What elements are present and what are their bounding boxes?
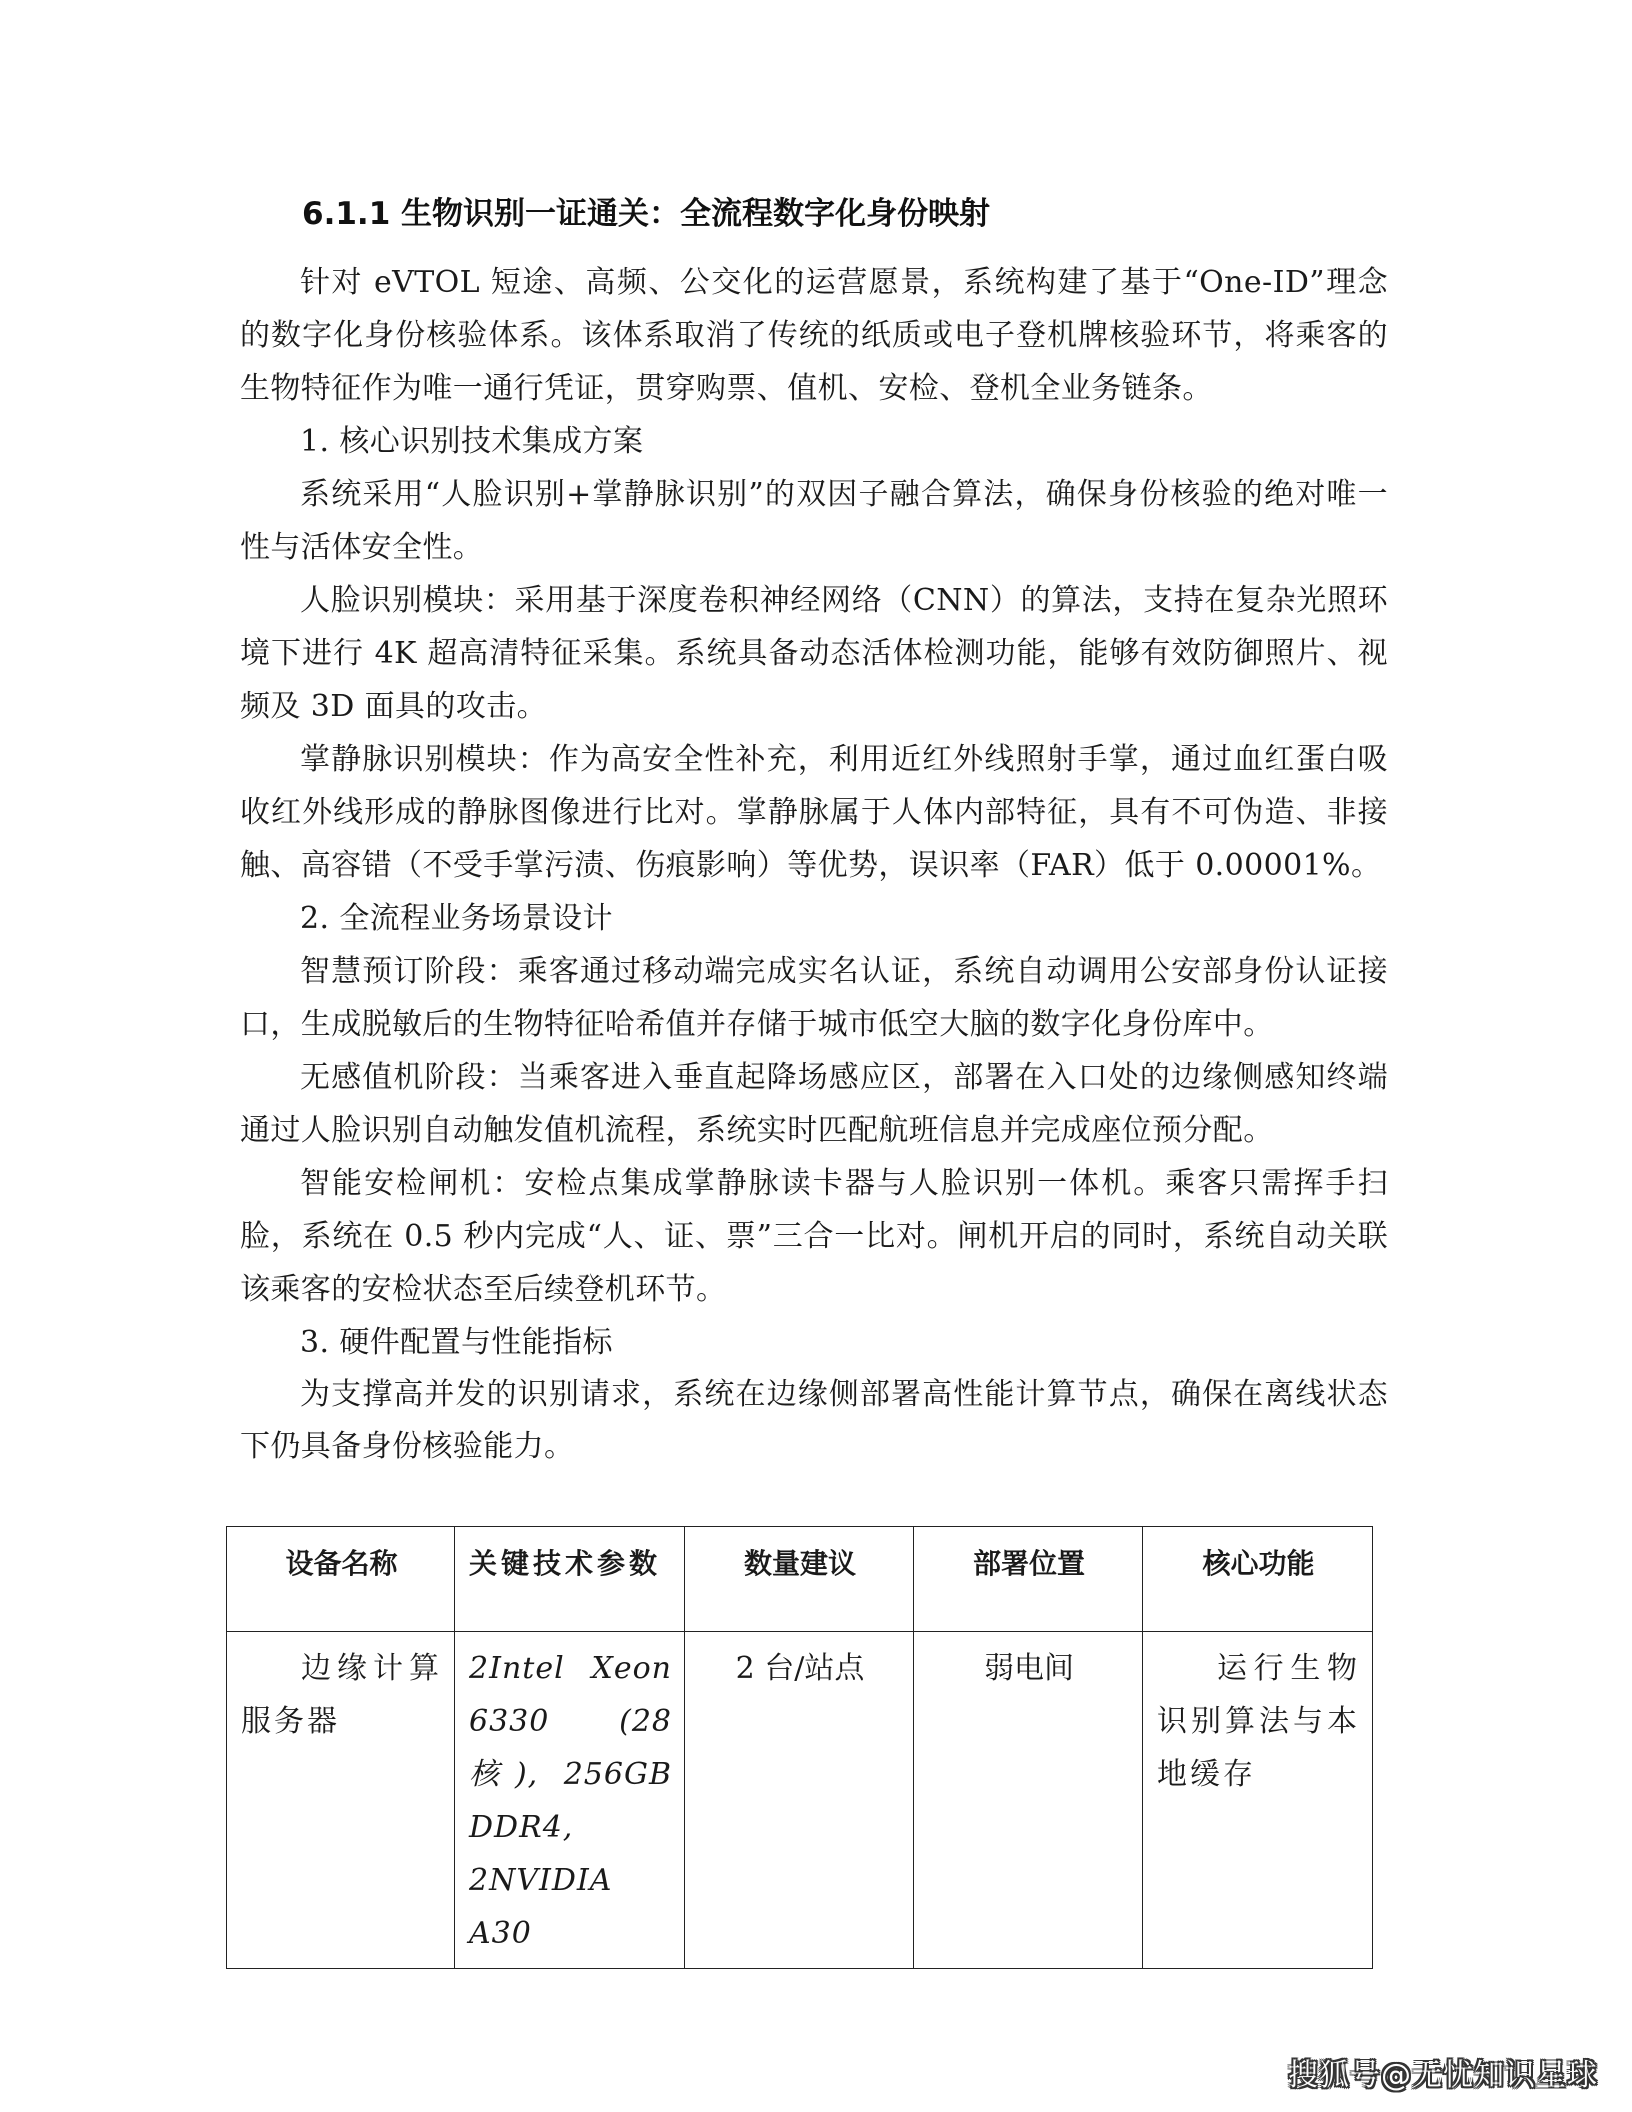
header-location: 部署位置 [914, 1527, 1143, 1632]
table-row [227, 1632, 1373, 1969]
hardware-table [226, 1526, 1373, 1969]
intro-paragraph: 针对 eVTOL 短途、高频、公交化的运营愿景，系统构建了基于“One-ID”理念的数字化身份核验体系。该体系取消了传统的纸质或电子登机牌核验环节，将乘客的生物特征作为唯一通行凭证，贯穿购票、值机、安检、登机全业务链条。 [240, 265, 1388, 406]
subheading-hardware: 3. 硬件配置与性能指标 [300, 1325, 613, 1360]
header-key-params: 关键技术参数 [455, 1527, 685, 1632]
hardware-intro-paragraph: 为支撑高并发的识别请求，系统在边缘侧部署高性能计算节点，确保在离线状态下仍具备身份核验能力。 [240, 1377, 1388, 1464]
hardware-table-wrapper [226, 1526, 1373, 1969]
cell-location: 弱电间 [914, 1632, 1143, 1969]
palm-vein-paragraph: 掌静脉识别模块：作为高安全性补充，利用近红外线照射手掌，通过血红蛋白吸收红外线形成的静脉图像进行比对。掌静脉属于人体内部特征，具有不可伪造、非接触、高容错（不受手掌污渍、伤痕影响）等优势，误识率（FAR）低于 0.00001%。 [240, 742, 1388, 883]
cell-device: 边缘计算服务器 [227, 1632, 455, 1969]
smart-booking-paragraph: 智慧预订阶段：乘客通过移动端完成实名认证，系统自动调用公安部身份认证接口，生成脱敏后的生物特征哈希值并存储于城市低空大脑的数字化身份库中。 [240, 954, 1388, 1042]
security-gate-paragraph: 智能安检闸机：安检点集成掌静脉读卡器与人脸识别一体机。乘客只需挥手扫脸，系统在 0.5 秒内完成“人、证、票”三合一比对。闸机开启的同时，系统自动关联该乘客的安检状态至后续登机环节。 [240, 1166, 1388, 1307]
subheading-business-scenarios: 2. 全流程业务场景设计 [300, 901, 613, 936]
cell-quantity: 2 台/站点 [685, 1632, 914, 1969]
subheading-core-tech: 1. 核心识别技术集成方案 [300, 424, 644, 459]
seamless-checkin-paragraph: 无感值机阶段：当乘客进入垂直起降场感应区，部署在入口处的边缘侧感知终端通过人脸识别自动触发值机流程，系统实时匹配航班信息并完成座位预分配。 [240, 1060, 1388, 1148]
dual-factor-paragraph: 系统采用“人脸识别+掌静脉识别”的双因子融合算法，确保身份核验的绝对唯一性与活体安全性。 [240, 477, 1388, 565]
body-text [240, 256, 1388, 1473]
cell-params: 2Intel Xeon 6330 (28 核), 256GB DDR4, 2NVIDIA A30 [455, 1632, 685, 1969]
section-heading: 6.1.1 生物识别一证通关：全流程数字化身份映射 [302, 196, 991, 232]
face-recognition-paragraph: 人脸识别模块：采用基于深度卷积神经网络（CNN）的算法，支持在复杂光照环境下进行 4K 超高清特征采集。系统具备动态活体检测功能，能够有效防御照片、视频及 3D 面具的攻击。 [240, 583, 1388, 724]
header-core-function: 核心功能 [1143, 1527, 1373, 1632]
table-header-row [227, 1527, 1373, 1632]
cell-function: 运行生物识别算法与本地缓存 [1143, 1632, 1373, 1969]
header-quantity: 数量建议 [685, 1527, 914, 1632]
header-device-name: 设备名称 [227, 1527, 455, 1632]
watermark-text: 搜狐号@无忧知识星球 [1288, 2058, 1598, 2093]
